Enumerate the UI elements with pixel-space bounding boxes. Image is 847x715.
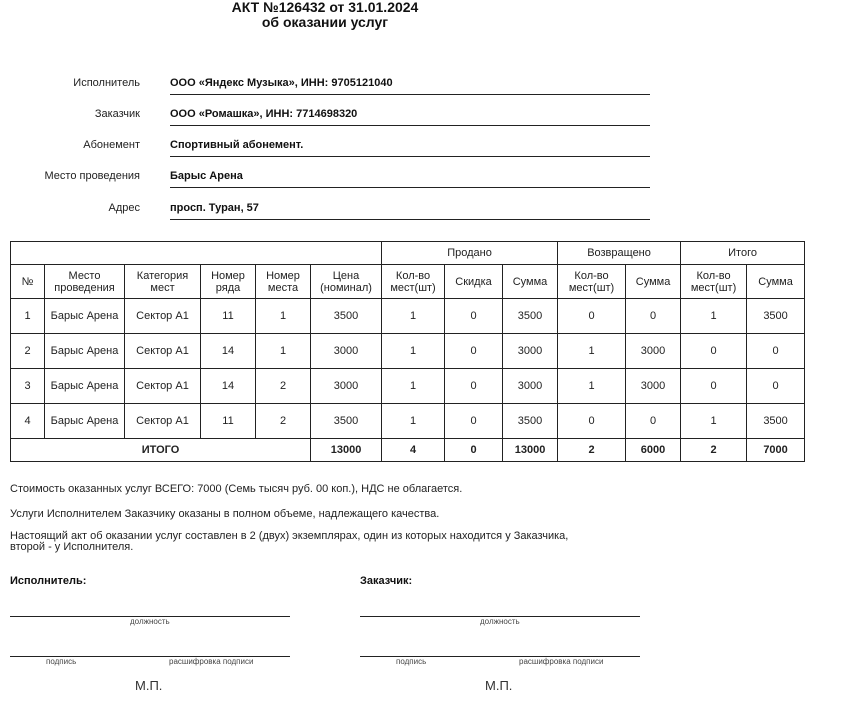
table-cell: Сектор А1 [125,404,201,439]
total-cell: 13000 [503,439,558,462]
total-cell: 2 [681,439,747,462]
table-cell: 14 [201,334,256,369]
table-cell: 3500 [311,404,382,439]
col-header: Кол-во мест(шт) [382,265,445,299]
services-table [10,241,805,462]
group-sold: Продано [382,242,558,265]
executor-value: ООО «Яндекс Музыка», ИНН: 9705121040 [170,77,650,95]
table-cell: 1 [382,404,445,439]
table-cell: Сектор А1 [125,369,201,404]
quality-note: Услуги Исполнителем Заказчику оказаны в полном объеме, надлежащего качества. [10,508,440,520]
col-header: Скидка [445,265,503,299]
col-header: Сумма [747,265,805,299]
table-cell: 1 [256,299,311,334]
table-cell: 0 [626,404,681,439]
total-cell: 4 [382,439,445,462]
table-cell: 3500 [747,404,805,439]
table-cell: 0 [558,404,626,439]
table-row [11,369,805,404]
table-cell: 1 [382,334,445,369]
col-header: Номер ряда [201,265,256,299]
table-total-row [11,439,805,462]
total-cell: 2 [558,439,626,462]
address-value: просп. Туран, 57 [170,202,650,220]
col-header: Кол-во мест(шт) [681,265,747,299]
customer-label: Заказчик [94,108,140,120]
title-line-2: об оказании услуг [261,14,389,30]
customer-decoding-caption: расшифровка подписи [519,657,604,666]
table-cell: 0 [445,404,503,439]
total-cell: 6000 [626,439,681,462]
customer-signature-caption: подпись [396,657,427,666]
executor-stamp-placeholder: М.П. [135,678,163,693]
table-cell: 11 [201,299,256,334]
subscription-value: Спортивный абонемент. [170,139,650,157]
table-cell: 3000 [626,369,681,404]
table-cell: 1 [382,369,445,404]
executor-signature-caption: подпись [46,657,77,666]
group-returned: Возвращено [558,242,681,265]
table-cell: 1 [558,334,626,369]
table-cell: 1 [382,299,445,334]
table-cell: 4 [11,404,45,439]
executor-signature-title: Исполнитель: [10,575,87,587]
table-cell: 0 [445,299,503,334]
table-cell: 14 [201,369,256,404]
address-label: Адрес [108,202,140,214]
table-cell: 1 [256,334,311,369]
table-cell: 3500 [747,299,805,334]
table-row [11,404,805,439]
table-cell: Барыс Арена [45,369,125,404]
table-cell: 11 [201,404,256,439]
table-cell: 0 [445,369,503,404]
total-cell: 13000 [311,439,382,462]
col-header: Цена (номинал) [311,265,382,299]
table-row [11,334,805,369]
col-header: Номер места [256,265,311,299]
total-label: ИТОГО [11,439,311,462]
table-cell: 0 [747,334,805,369]
table-cell: 0 [681,334,747,369]
table-cell: 0 [681,369,747,404]
table-cell: 0 [558,299,626,334]
cost-note: Стоимость оказанных услуг ВСЕГО: 7000 (Семь тысяч руб. 00 коп.), НДС не облагается. [10,483,463,495]
customer-stamp-placeholder: М.П. [485,678,513,693]
group-blank-cell [11,242,382,265]
customer-position-caption: должность [480,617,520,626]
venue-label: Место проведения [44,170,140,182]
table-cell: 1 [681,404,747,439]
table-cell: 3500 [311,299,382,334]
table-cell: 3000 [626,334,681,369]
title-line-1: АКТ №126432 от 31.01.2024 [231,0,419,15]
venue-value: Барыс Арена [170,170,650,188]
executor-position-caption: должность [130,617,170,626]
col-header: Категория мест [125,265,201,299]
group-total: Итого [681,242,805,265]
table-cell: 3000 [503,369,558,404]
col-header: Сумма [503,265,558,299]
table-cell: 2 [256,369,311,404]
table-row [11,299,805,334]
table-cell: 3500 [503,299,558,334]
document-title [0,0,650,30]
table-cell: 0 [445,334,503,369]
col-header: № [11,265,45,299]
table-cell: Сектор А1 [125,299,201,334]
table-cell: 0 [626,299,681,334]
table-cell: 3500 [503,404,558,439]
table-cell: 1 [681,299,747,334]
table-cell: 3000 [311,334,382,369]
table-cell: Барыс Арена [45,334,125,369]
total-cell: 0 [445,439,503,462]
customer-signature-title: Заказчик: [360,575,413,587]
table-cell: Барыс Арена [45,404,125,439]
col-header: Сумма [626,265,681,299]
table-cell: 1 [558,369,626,404]
table-cell: 3000 [311,369,382,404]
table-header-row [11,265,805,299]
table-cell: 0 [747,369,805,404]
table-cell: 1 [11,299,45,334]
table-cell: 2 [256,404,311,439]
customer-value: ООО «Ромашка», ИНН: 7714698320 [170,108,650,126]
copies-note-line-1: Настоящий акт об оказании услуг составлен в 2 (двух) экземплярах, один из которых находится у Заказчика, [10,530,569,542]
col-header: Место проведения [45,265,125,299]
table-cell: Сектор А1 [125,334,201,369]
subscription-label: Абонемент [83,139,140,151]
table-cell: Барыс Арена [45,299,125,334]
total-cell: 7000 [747,439,805,462]
executor-label: Исполнитель [73,77,140,89]
copies-note-line-2: второй - у Исполнителя. [10,541,134,553]
table-group-header [11,242,805,265]
table-cell: 3000 [503,334,558,369]
executor-decoding-caption: расшифровка подписи [169,657,254,666]
col-header: Кол-во мест(шт) [558,265,626,299]
table-cell: 3 [11,369,45,404]
table-cell: 2 [11,334,45,369]
